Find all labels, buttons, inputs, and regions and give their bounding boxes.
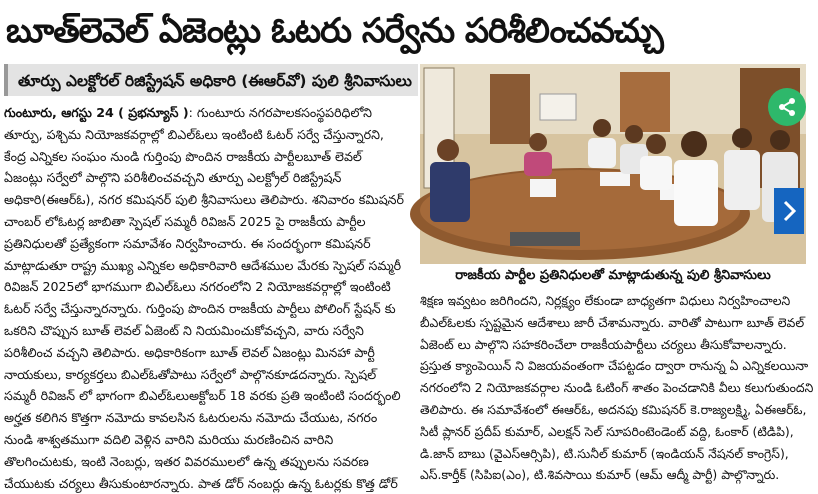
body-line: చాంబర్ లోఓటర్ల జాబితా స్పెషల్ సమ్మరీ రివిజన్ 2025 పై రాజకీయ పార్టీల — [4, 213, 366, 229]
body-line: మాట్లాడుతూ రాష్ట్ర ముఖ్య ఎన్నికల అధికారివారి ఆదేశముల మేరకు స్పెషల్ సమ్మరీ — [4, 257, 402, 273]
share-button[interactable] — [768, 88, 806, 126]
body-line-first — [4, 102, 414, 124]
right-column — [420, 290, 814, 483]
dateline: గుంటూరు, ఆగస్టు 24 ( ప్రభన్యూస్ ) — [4, 105, 189, 120]
chevron-right-icon — [781, 199, 797, 223]
body-line: ఏజంట్లు సర్వేలో పాల్గొని పరిశీలించవచ్చని తూర్పు ఎలక్ట్రోల్ రిజిస్ట్రేషన్ — [4, 170, 342, 186]
article-headline: బూత్‌లెవెల్ ఏజెంట్లు ఓటరు సర్వేను పరిశీలించవచ్చు — [6, 11, 663, 51]
body-line: ఎస్.కార్తీక్ (సిపిఐ(ఎం), టి.శివసాయి కుమార్ (ఆమ్ ఆద్మీ పార్టీ) పాల్గొన్నారు. — [420, 467, 780, 483]
left-column — [4, 102, 414, 491]
body-line: అర్హత కలిగిన కొత్తగా నమోదు కావలసిన ఓటరులను నమోదు చేయుట, నగరం — [4, 410, 378, 426]
meeting-photo — [420, 64, 806, 264]
body-line: ఒకరిని చొప్పున బూత్ లెవల్ ఏజెంట్ ని నియమించుకోవచ్చని, వారు సర్వేని — [4, 322, 364, 338]
body-line: నగరంలోని 2 నియోజకవర్గాల నుండి ఓటింగ్ శాతం పెంచడానికి వీలు కలుగుతుందని — [420, 380, 814, 396]
body-line: నుండి శాశ్వతముగా వదిలి వెళ్లిన వారిని మరియు మరణించిన వారిని — [4, 431, 334, 447]
body-line: ప్రస్తుత క్యాంపెయిన్ ని విజయవంతంగా చేపట్టడం ద్వారా రానున్న ఏ ఎన్నికలయినా — [420, 358, 809, 374]
body-line: సమ్మరీ రివిజన్ లో భాగంగా బిఎల్ఓలుఅక్టోబర్ 18 వరకు ప్రతి ఇంటింటి సందర్భంలి — [4, 388, 401, 404]
share-icon — [777, 97, 797, 117]
photo-caption: రాజకీయ పార్టీల ప్రతినిధులతో మాట్లాడుతున్న పులి శ్రీనివాసులు — [455, 268, 771, 283]
body-line: తెలిపారు. ఈ సమావేశంలో ఈఆర్‌ఓ, అదనపు కమిషనర్ కె.రాజ్యలక్ష్మి, ఏఈఆర్‌ఓ, — [420, 401, 807, 417]
body-line: నాయకులు, కార్యకర్తలు బిఎల్ఓతోపాటు సర్వేలో పాల్గొనకూడదన్నారు. స్పెషల్ — [4, 366, 377, 382]
body-line: ఓటర్ సర్వే చేస్తున్నారన్నారు. గుర్తింపు పొందిన రాజకీయ పార్టీలు పోలింగ్ స్టేషన్ కు — [4, 301, 396, 317]
body-line: అధికారి(ఈఆర్ఓ), నగర కమిషనర్ పులి శ్రీనివాసులు తెలిపారు. శనివారం కమిషనర్ — [4, 192, 404, 208]
body-line: ప్రతినిధులతో ప్రత్యేకంగా సమావేశం నిర్వహించారు. ఈ సందర్భంగా కమిషనర్ — [4, 235, 371, 251]
body-line: ఏజెంట్ లు పాల్గొని సహకరించేలా రాజకీయపార్టీలు చర్యలు తీసుకోవాలన్నారు. — [420, 336, 787, 352]
body-line-0: : గుంటూరు నగరపాలకసంస్థపరిధిలోని — [188, 105, 372, 120]
body-line: కేంద్ర ఎన్నికల సంఘం నుండి గుర్తింపు పొందిన రాజకీయ పార్టీలబూత్ లెవల్ — [4, 148, 362, 164]
body-line: శిక్షణ ఇవ్వటం జరిగిందని, నిర్లక్ష్యం లేకుండా బాధ్యతగా విధులు నిర్వహించాలని — [420, 293, 791, 308]
body-line: చేయుటకు చర్యలు తీసుకుంటారన్నారు. పాత డోర్ నంబర్లు ఉన్న ఓటర్లకు కొత్త డోర్ — [4, 475, 398, 491]
body-line: తూర్పు, పశ్చిమ నియోజకవర్గాల్లో బిఎల్‌ఓలు ఇంటింటి ఓటర్ సర్వే చేస్తున్నారని, — [4, 126, 384, 142]
body-line: బీఎల్‌ఓలకు స్పష్టమైన ఆదేశాలు జారీ చేశామన్నారు. వారితో పాటుగా బూత్ లెవల్ — [420, 314, 805, 330]
body-line: పరిశీలించ వచ్చని తెలిపారు. అధికారికంగా బూత్ లెవల్ ఏజంట్లు మినహా పార్టీ — [4, 344, 375, 360]
body-line: తొలగించుటకు, ఇంటి నెంబర్లు, ఇతర వివరములలో ఉన్న తప్పులను సవరణ — [4, 453, 369, 469]
article-subheading: తూర్పు ఎలక్టోరల్ రిజిస్ట్రేషన్ అధికారి (ఈఆర్‌వో) పులి శ్రీనివాసులు — [18, 72, 412, 90]
body-line: సిటీ ప్లానర్ ప్రదీప్ కుమార్, ఎలక్షన్ సెల్ సూపరింటెండెంట్ వద్ది, ఓంకార్ (టిడిపి), — [420, 423, 794, 439]
body-line: డి.జాన్ బాబు (వైఎస్ఆర్సిపి), టి.సునీల్ కుమార్ (ఇండియన్ నేషనల్ కాంగ్రెస్), — [420, 445, 789, 461]
meeting-photo-illustration — [420, 64, 806, 264]
next-button[interactable] — [774, 188, 804, 234]
body-line: రివిజన్ 2025లో భాగముగా బిఎల్ఓలు నగరంలోని 2 నియోజకవర్గాల్లో ఇంటింటి — [4, 279, 391, 295]
